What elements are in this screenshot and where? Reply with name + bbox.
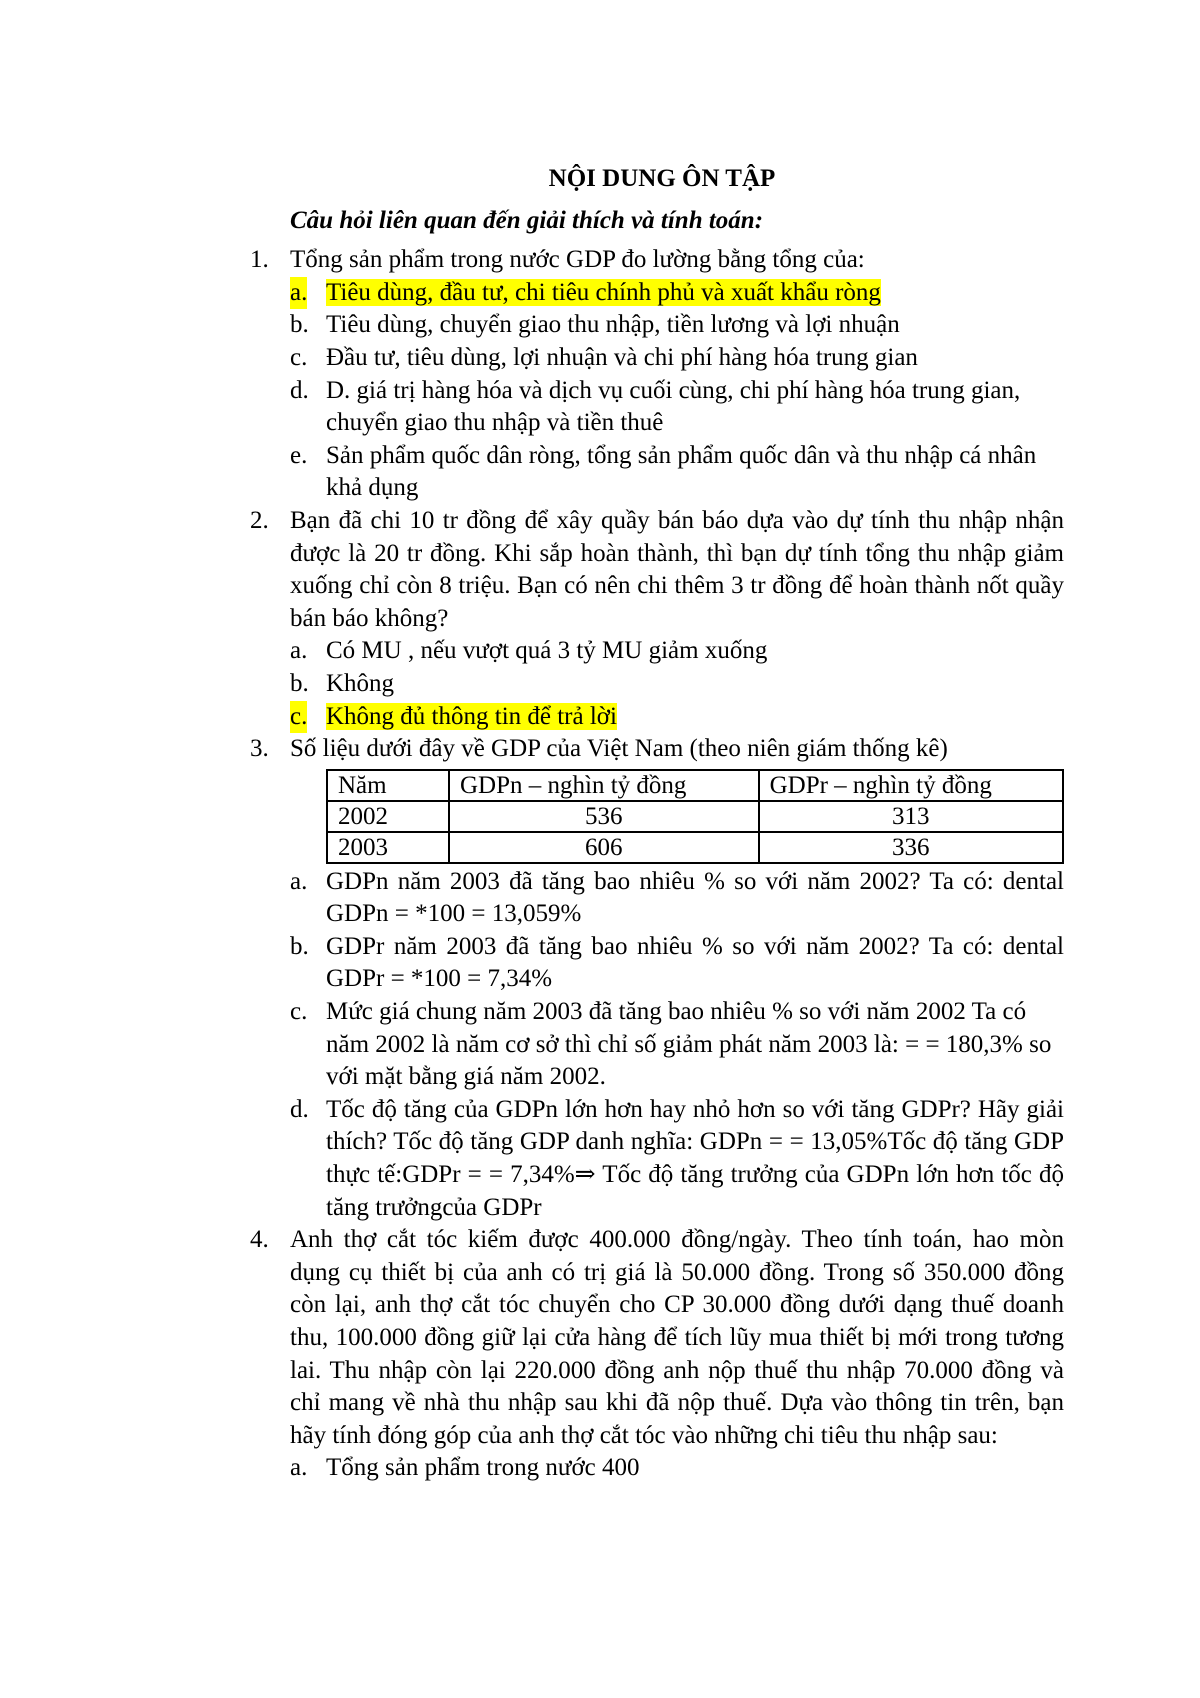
table-cell: 2003 (327, 832, 449, 863)
question-2 (250, 505, 1064, 635)
option-label: b. (290, 669, 309, 697)
option-item (250, 701, 1064, 734)
option-label: a. (290, 867, 308, 895)
table-header-cell: GDPr – nghìn tỷ đồng (759, 770, 1063, 801)
question-3-options (250, 866, 1064, 1225)
option-text: Sản phẩm quốc dân ròng, tổng sản phẩm quốc dân và thu nhập cá nhân khả dụng (326, 441, 1037, 502)
option-text-highlighted: Không đủ thông tin để trả lời (326, 702, 617, 730)
gdp-table (326, 769, 1064, 864)
table-row (327, 801, 1063, 832)
question-text: Số liệu dưới đây về GDP của Việt Nam (theo niên giám thống kê) (290, 735, 948, 763)
question-2-options (250, 635, 1064, 733)
table-cell: 536 (449, 801, 759, 832)
question-4-options (250, 1452, 1064, 1485)
table-row (327, 832, 1063, 863)
option-item (250, 866, 1064, 931)
option-label: a. (290, 1454, 308, 1482)
table-header-cell: GDPn – nghìn tỷ đồng (449, 770, 759, 801)
option-label: b. (290, 311, 309, 339)
option-text: GDPn năm 2003 đã tăng bao nhiêu % so với năm 2002? Ta có: dental GDPn = *100 = 13,059% (326, 867, 1064, 928)
question-text: Bạn đã chi 10 tr đồng để xây quầy bán báo dựa vào dự tính thu nhập nhận được là 20 tr đồng. Khi sắp hoàn thành, thì bạn dự tính tổng thu nhập giảm xuống chỉ còn 8 triệu. Bạn có nên chi thêm 3 tr đồng để hoàn thành nốt quầy bán báo không? (290, 506, 1064, 632)
option-item (250, 440, 1064, 505)
option-text: Tổng sản phẩm trong nước 400 (326, 1454, 640, 1482)
table-cell: 313 (759, 801, 1063, 832)
option-item (250, 996, 1064, 1094)
document-subtitle: Câu hỏi liên quan đến giải thích và tính toán: (290, 206, 764, 234)
option-item (250, 931, 1064, 996)
question-3 (250, 733, 1064, 766)
option-label: d. (290, 1095, 309, 1123)
table-header-row (327, 770, 1063, 801)
option-text: Mức giá chung năm 2003 đã tăng bao nhiêu % so với năm 2002 Ta có năm 2002 là năm cơ sở thì chỉ số giảm phát năm 2003 là: = = 180,3% so với mặt bằng giá năm 2002. (326, 998, 1052, 1091)
option-item (250, 1094, 1064, 1224)
option-label: c. (290, 998, 308, 1026)
question-number: 2. (250, 506, 269, 534)
question-number: 3. (250, 735, 269, 763)
option-text: D. giá trị hàng hóa và dịch vụ cuối cùng, chi phí hàng hóa trung gian, chuyển giao thu nhập và tiền thuê (326, 376, 1021, 437)
option-item (250, 1452, 1064, 1485)
question-4 (250, 1224, 1064, 1452)
option-item (250, 635, 1064, 668)
option-text: GDPr năm 2003 đã tăng bao nhiêu % so với năm 2002? Ta có: dental GDPr = *100 = 7,34% (326, 932, 1064, 993)
question-number: 4. (250, 1226, 269, 1254)
option-label: a. (290, 637, 308, 665)
table-cell: 606 (449, 832, 759, 863)
option-text: Đầu tư, tiêu dùng, lợi nhuận và chi phí hàng hóa trung gian (326, 343, 918, 371)
option-text-highlighted: Tiêu dùng, đầu tư, chi tiêu chính phủ và xuất khẩu ròng (326, 278, 881, 306)
option-label: d. (290, 376, 309, 404)
option-label: a. (290, 277, 307, 310)
option-text: Tiêu dùng, chuyển giao thu nhập, tiền lương và lợi nhuận (326, 311, 900, 339)
option-item (250, 277, 1064, 310)
table-cell: 336 (759, 832, 1063, 863)
question-number: 1. (250, 246, 269, 274)
document-content (250, 163, 1064, 1485)
option-item (250, 342, 1064, 375)
table-header-cell: Năm (327, 770, 449, 801)
option-label: c. (290, 343, 308, 371)
document-title: NỘI DUNG ÔN TẬP (548, 165, 776, 192)
option-text: Có MU , nếu vượt quá 3 tỷ MU giảm xuống (326, 637, 768, 665)
option-text: Tốc độ tăng của GDPn lớn hơn hay nhỏ hơn so với tăng GDPr? Hãy giải thích? Tốc độ tăng GDP danh nghĩa: GDPn = = 13,05%Tốc độ tăng GDP thực tế:GDPr = = 7,34%⇒ Tốc độ tăng trưởng của GDPn lớn hơn tốc độ tăng trưởngcủa GDPr (326, 1095, 1064, 1221)
question-1 (250, 244, 1064, 277)
option-item (250, 375, 1064, 440)
option-label: e. (290, 441, 308, 469)
option-item (250, 309, 1064, 342)
option-item (250, 668, 1064, 701)
question-1-options (250, 277, 1064, 505)
option-label: c. (290, 701, 307, 734)
question-text: Tổng sản phẩm trong nước GDP đo lường bằng tổng của: (290, 246, 865, 274)
table-cell: 2002 (327, 801, 449, 832)
option-text: Không (326, 669, 395, 697)
question-text: Anh thợ cắt tóc kiếm được 400.000 đồng/ngày. Theo tính toán, hao mòn dụng cụ thiết bị của anh có trị giá là 50.000 đồng. Trong số 350.000 đồng còn lại, anh thợ cắt tóc chuyển cho CP 30.000 đồng dưới dạng thuế doanh thu, 100.000 đồng giữ lại cửa hàng để tích lũy mua thiết bị mới trong tương lai. Thu nhập còn lại 220.000 đồng anh nộp thuế thu nhập 70.000 đồng và chỉ mang về nhà thu nhập sau khi đã nộp thuế. Dựa vào thông tin trên, bạn hãy tính đóng góp của anh thợ cắt tóc vào những chi tiêu thu nhập sau: (290, 1226, 1064, 1449)
option-label: b. (290, 932, 309, 960)
